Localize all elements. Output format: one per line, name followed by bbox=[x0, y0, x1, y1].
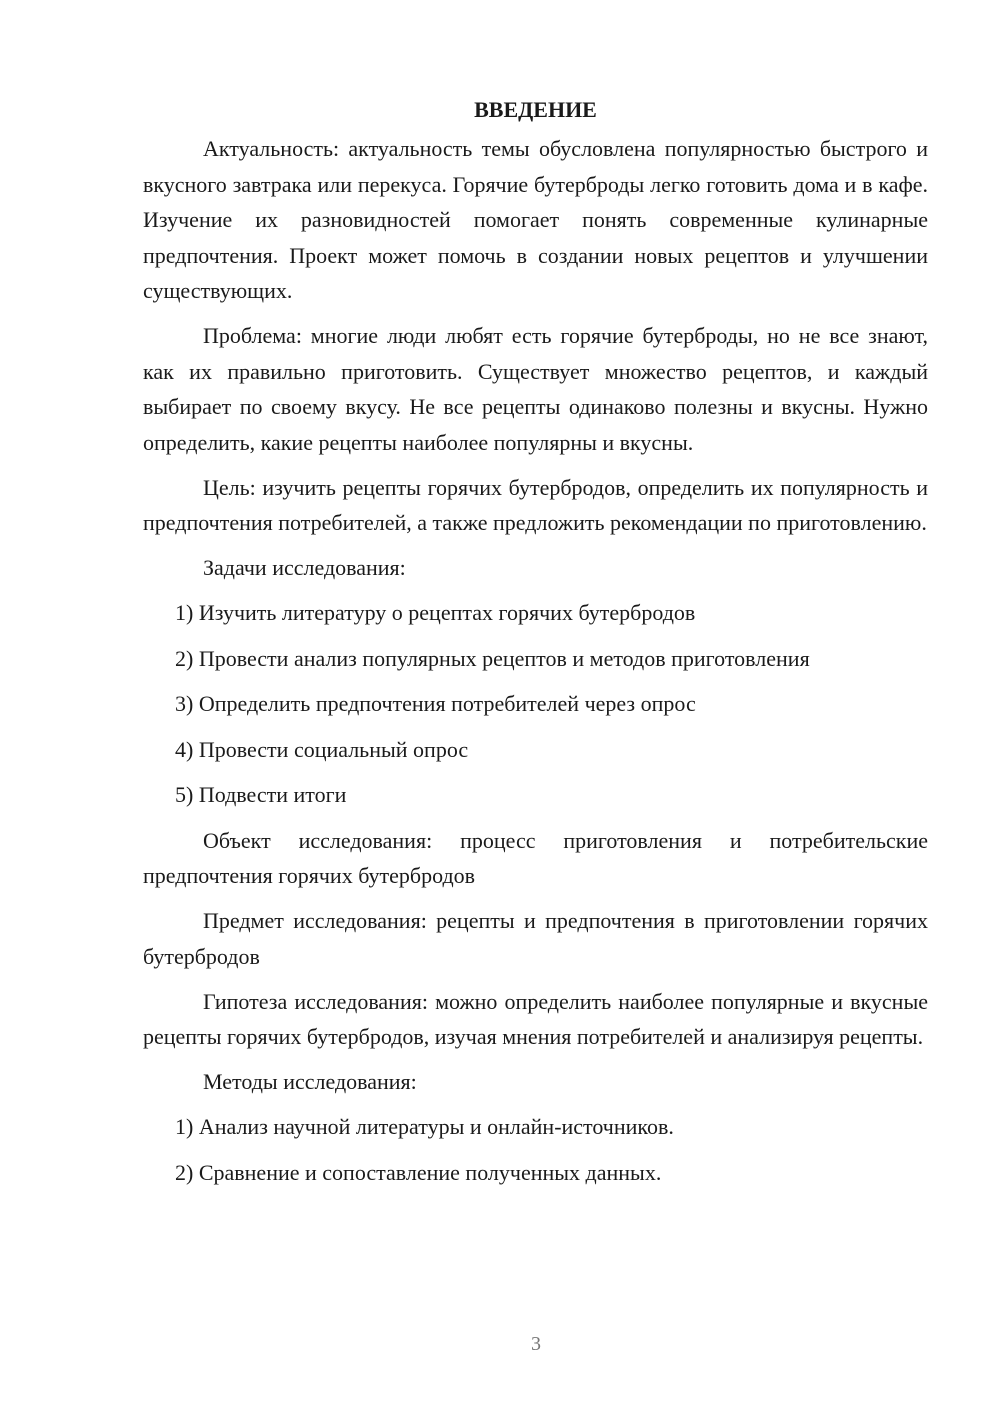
list-item: 2) Сравнение и сопоставление полученных данных. bbox=[175, 1159, 662, 1185]
page-number: 3 bbox=[531, 1333, 541, 1355]
list-item: 1) Изучить литературу о рецептах горячих бутербродов bbox=[175, 600, 696, 625]
subject-paragraph: Предмет исследования: рецепты и предпочтения в приготовлении горячих бутербродов bbox=[143, 908, 928, 969]
methods-heading: Методы исследования: bbox=[203, 1069, 417, 1094]
list-item: 3) Определить предпочтения потребителей через опрос bbox=[175, 691, 696, 716]
object-paragraph: Объект исследования: процесс приготовления и потребительские предпочтения горячих бутербродов bbox=[143, 827, 928, 888]
document-page bbox=[143, 92, 928, 1200]
list-item: 1) Анализ научной литературы и онлайн-источников. bbox=[175, 1114, 674, 1139]
methods-list bbox=[143, 1109, 928, 1190]
tasks-heading: Задачи исследования: bbox=[203, 555, 406, 580]
section-title: ВВЕДЕНИЕ bbox=[474, 97, 597, 122]
relevance-paragraph: Актуальность: актуальность темы обусловлена популярностью быстрого и вкусного завтрака или перекуса. Горячие бутерброды легко готовить дома и в кафе. Изучение их разновидностей помогает понять современные кулинарные предпочтения. Проект может помочь в создании новых рецептов и улучшении существующих. bbox=[143, 136, 928, 303]
list-item: 5) Подвести итоги bbox=[175, 782, 347, 807]
problem-paragraph: Проблема: многие люди любят есть горячие бутерброды, но не все знают, как их правильно приготовить. Существует множество рецептов, и каждый выбирает по своему вкусу. Не все рецепты одинаково полезны и вкусны. Нужно определить, какие рецепты наиболее популярны и вкусны. bbox=[143, 323, 928, 455]
list-item: 4) Провести социальный опрос bbox=[175, 736, 469, 762]
goal-paragraph: Цель: изучить рецепты горячих бутербродов, определить их популярность и предпочтения потребителей, а также предложить рекомендации по приготовлению. bbox=[143, 474, 928, 535]
hypothesis-paragraph: Гипотеза исследования: можно определить наиболее популярные и вкусные рецепты горячих бутербродов, изучая мнения потребителей и анализируя рецепты. bbox=[143, 988, 928, 1049]
tasks-list bbox=[143, 595, 928, 813]
list-item: 2) Провести анализ популярных рецептов и методов приготовления bbox=[175, 645, 810, 671]
